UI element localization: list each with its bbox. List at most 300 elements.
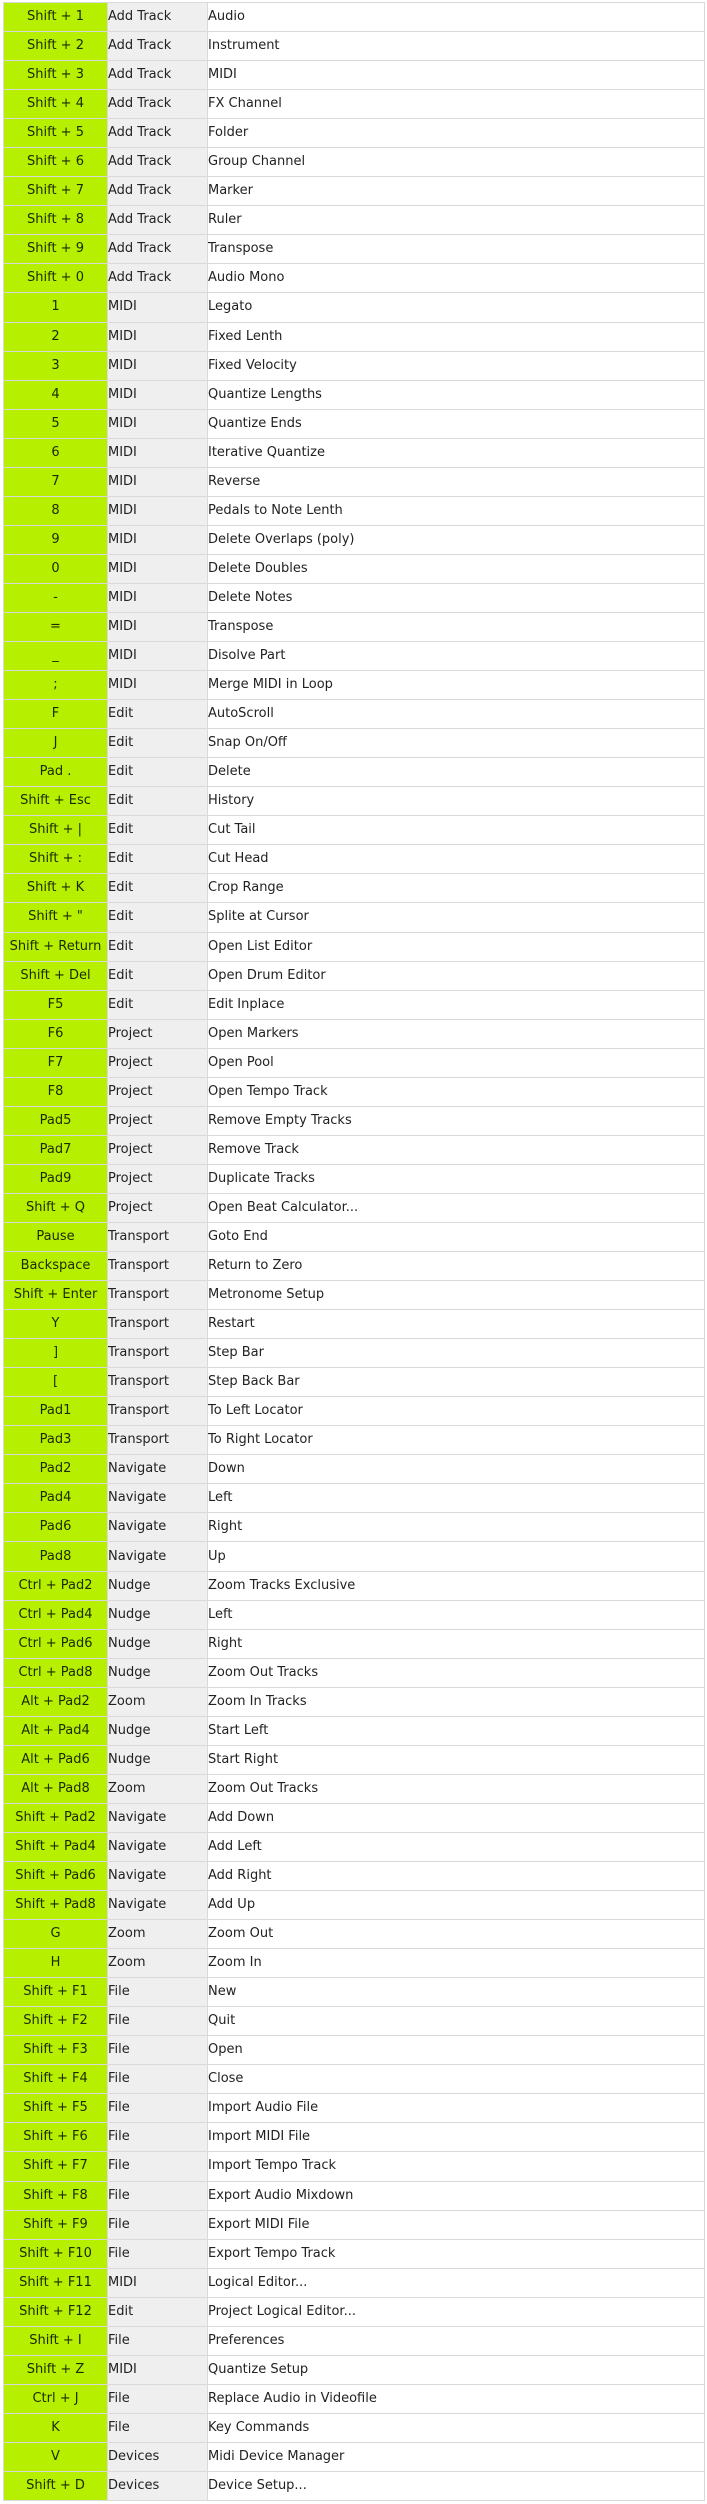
category-cell: File <box>108 2007 208 2036</box>
command-cell: Replace Audio in Videofile <box>208 2384 705 2413</box>
shortcut-key-cell: Shift + 2 <box>4 32 108 61</box>
table-row <box>4 1339 705 1368</box>
shortcut-key-cell: Ctrl + Pad8 <box>4 1658 108 1687</box>
command-cell: Quantize Ends <box>208 409 705 438</box>
shortcut-key-cell: Shift + 1 <box>4 3 108 32</box>
command-cell: Import Audio File <box>208 2094 705 2123</box>
shortcut-key-cell: V <box>4 2442 108 2471</box>
shortcut-key-cell: Shift + F9 <box>4 2210 108 2239</box>
table-row <box>4 1368 705 1397</box>
shortcut-key-cell: Shift + Q <box>4 1193 108 1222</box>
command-cell: Open Pool <box>208 1048 705 1077</box>
category-cell: MIDI <box>108 351 208 380</box>
table-row <box>4 322 705 351</box>
command-cell: Up <box>208 1542 705 1571</box>
table-row <box>4 496 705 525</box>
shortcut-key-cell: Shift + D <box>4 2471 108 2500</box>
category-cell: Edit <box>108 845 208 874</box>
shortcut-key-cell: F7 <box>4 1048 108 1077</box>
command-cell: Transpose <box>208 612 705 641</box>
category-cell: File <box>108 2123 208 2152</box>
shortcut-key-cell: Pad3 <box>4 1426 108 1455</box>
command-cell: Merge MIDI in Loop <box>208 671 705 700</box>
category-cell: File <box>108 2384 208 2413</box>
command-cell: Open List Editor <box>208 932 705 961</box>
shortcut-key-cell: F6 <box>4 1019 108 1048</box>
command-cell: Left <box>208 1484 705 1513</box>
category-cell: Transport <box>108 1310 208 1339</box>
table-row <box>4 2413 705 2442</box>
shortcut-key-cell: 3 <box>4 351 108 380</box>
table-row <box>4 148 705 177</box>
category-cell: MIDI <box>108 583 208 612</box>
shortcut-key-cell: Shift + 0 <box>4 264 108 293</box>
table-row <box>4 2442 705 2471</box>
category-cell: Project <box>108 1077 208 1106</box>
shortcut-key-cell: Shift + Pad8 <box>4 1891 108 1920</box>
table-row <box>4 1193 705 1222</box>
category-cell: File <box>108 2210 208 2239</box>
shortcut-key-cell: K <box>4 2413 108 2442</box>
category-cell: Edit <box>108 787 208 816</box>
command-cell: Key Commands <box>208 2413 705 2442</box>
table-row <box>4 1774 705 1803</box>
category-cell: Nudge <box>108 1600 208 1629</box>
table-row <box>4 1978 705 2007</box>
shortcut-key-cell: Ctrl + Pad4 <box>4 1600 108 1629</box>
command-cell: Delete Overlaps (poly) <box>208 525 705 554</box>
command-cell: Iterative Quantize <box>208 438 705 467</box>
table-row <box>4 1426 705 1455</box>
category-cell: Nudge <box>108 1745 208 1774</box>
command-cell: Snap On/Off <box>208 729 705 758</box>
table-row <box>4 2326 705 2355</box>
table-row <box>4 1310 705 1339</box>
category-cell: Nudge <box>108 1658 208 1687</box>
category-cell: MIDI <box>108 409 208 438</box>
category-cell: MIDI <box>108 380 208 409</box>
shortcut-key-cell: Alt + Pad8 <box>4 1774 108 1803</box>
table-row <box>4 2471 705 2500</box>
category-cell: Navigate <box>108 1862 208 1891</box>
category-cell: Navigate <box>108 1803 208 1832</box>
shortcut-key-cell: Shift + 4 <box>4 90 108 119</box>
table-row <box>4 1862 705 1891</box>
table-row <box>4 2239 705 2268</box>
table-row <box>4 1048 705 1077</box>
category-cell: Edit <box>108 700 208 729</box>
command-cell: Add Left <box>208 1832 705 1861</box>
shortcut-key-cell: 5 <box>4 409 108 438</box>
shortcut-key-cell: Pause <box>4 1222 108 1251</box>
command-cell: Project Logical Editor... <box>208 2297 705 2326</box>
table-row <box>4 351 705 380</box>
command-cell: Step Back Bar <box>208 1368 705 1397</box>
shortcut-key-cell: Shift + F7 <box>4 2152 108 2181</box>
category-cell: File <box>108 2413 208 2442</box>
category-cell: Nudge <box>108 1629 208 1658</box>
shortcut-key-cell: Shift + I <box>4 2326 108 2355</box>
table-row <box>4 1542 705 1571</box>
command-cell: Edit Inplace <box>208 990 705 1019</box>
command-cell: Right <box>208 1629 705 1658</box>
shortcut-key-cell: F5 <box>4 990 108 1019</box>
category-cell: Add Track <box>108 177 208 206</box>
category-cell: Zoom <box>108 1774 208 1803</box>
shortcut-key-cell: _ <box>4 642 108 671</box>
shortcut-key-cell: Ctrl + Pad6 <box>4 1629 108 1658</box>
table-row <box>4 1281 705 1310</box>
command-cell: Remove Empty Tracks <box>208 1106 705 1135</box>
command-cell: Audio Mono <box>208 264 705 293</box>
shortcut-key-cell: 9 <box>4 525 108 554</box>
shortcut-key-cell: Shift + 5 <box>4 119 108 148</box>
shortcut-key-cell: Y <box>4 1310 108 1339</box>
shortcut-key-cell: Shift + " <box>4 903 108 932</box>
command-cell: Device Setup... <box>208 2471 705 2500</box>
shortcut-key-cell: F <box>4 700 108 729</box>
table-row <box>4 1716 705 1745</box>
category-cell: Navigate <box>108 1891 208 1920</box>
key-commands-body <box>4 3 705 2501</box>
table-row <box>4 1687 705 1716</box>
shortcut-key-cell: Shift + K <box>4 874 108 903</box>
category-cell: Navigate <box>108 1484 208 1513</box>
table-row <box>4 1455 705 1484</box>
category-cell: Project <box>108 1019 208 1048</box>
shortcut-key-cell: Shift + F5 <box>4 2094 108 2123</box>
shortcut-key-cell: Shift + Esc <box>4 787 108 816</box>
command-cell: Cut Head <box>208 845 705 874</box>
command-cell: Marker <box>208 177 705 206</box>
category-cell: Navigate <box>108 1513 208 1542</box>
table-row <box>4 2384 705 2413</box>
table-row <box>4 642 705 671</box>
table-row <box>4 32 705 61</box>
table-row <box>4 1252 705 1281</box>
shortcut-key-cell: [ <box>4 1368 108 1397</box>
category-cell: MIDI <box>108 2268 208 2297</box>
shortcut-key-cell: G <box>4 1920 108 1949</box>
table-row <box>4 1891 705 1920</box>
command-cell: Open Tempo Track <box>208 1077 705 1106</box>
command-cell: Folder <box>208 119 705 148</box>
category-cell: Add Track <box>108 90 208 119</box>
command-cell: Open <box>208 2036 705 2065</box>
command-cell: Zoom Out <box>208 1920 705 1949</box>
table-row <box>4 467 705 496</box>
shortcut-key-cell: Shift + Del <box>4 961 108 990</box>
command-cell: Cut Tail <box>208 816 705 845</box>
shortcut-key-cell: Shift + 7 <box>4 177 108 206</box>
shortcut-key-cell: F8 <box>4 1077 108 1106</box>
table-row <box>4 1745 705 1774</box>
command-cell: Duplicate Tracks <box>208 1164 705 1193</box>
table-row <box>4 409 705 438</box>
category-cell: Transport <box>108 1368 208 1397</box>
category-cell: Transport <box>108 1397 208 1426</box>
category-cell: Edit <box>108 990 208 1019</box>
category-cell: Edit <box>108 816 208 845</box>
table-row <box>4 874 705 903</box>
category-cell: Devices <box>108 2471 208 2500</box>
table-row <box>4 525 705 554</box>
command-cell: Open Beat Calculator... <box>208 1193 705 1222</box>
command-cell: Fixed Lenth <box>208 322 705 351</box>
table-row <box>4 1949 705 1978</box>
command-cell: History <box>208 787 705 816</box>
category-cell: Project <box>108 1135 208 1164</box>
command-cell: Fixed Velocity <box>208 351 705 380</box>
shortcut-key-cell: Shift + 8 <box>4 206 108 235</box>
command-cell: New <box>208 1978 705 2007</box>
table-row <box>4 2297 705 2326</box>
table-row <box>4 700 705 729</box>
category-cell: File <box>108 2036 208 2065</box>
table-row <box>4 1571 705 1600</box>
category-cell: Transport <box>108 1339 208 1368</box>
category-cell: Add Track <box>108 32 208 61</box>
shortcut-key-cell: 0 <box>4 554 108 583</box>
category-cell: MIDI <box>108 293 208 322</box>
shortcut-key-cell: Pad7 <box>4 1135 108 1164</box>
table-row <box>4 2123 705 2152</box>
category-cell: MIDI <box>108 554 208 583</box>
table-row <box>4 119 705 148</box>
table-row <box>4 1600 705 1629</box>
category-cell: Add Track <box>108 119 208 148</box>
command-cell: Return to Zero <box>208 1252 705 1281</box>
shortcut-key-cell: Pad4 <box>4 1484 108 1513</box>
table-row <box>4 787 705 816</box>
table-row <box>4 1484 705 1513</box>
command-cell: Goto End <box>208 1222 705 1251</box>
key-commands-table <box>3 2 705 2501</box>
category-cell: Transport <box>108 1281 208 1310</box>
shortcut-key-cell: Pad5 <box>4 1106 108 1135</box>
command-cell: Close <box>208 2065 705 2094</box>
shortcut-key-cell: Shift + F11 <box>4 2268 108 2297</box>
shortcut-key-cell: Shift + | <box>4 816 108 845</box>
shortcut-key-cell: Shift + 3 <box>4 61 108 90</box>
shortcut-key-cell: Pad1 <box>4 1397 108 1426</box>
shortcut-key-cell: Shift + F4 <box>4 2065 108 2094</box>
command-cell: Start Left <box>208 1716 705 1745</box>
category-cell: File <box>108 2065 208 2094</box>
command-cell: Right <box>208 1513 705 1542</box>
table-row <box>4 2210 705 2239</box>
table-row <box>4 264 705 293</box>
command-cell: Open Drum Editor <box>208 961 705 990</box>
command-cell: Group Channel <box>208 148 705 177</box>
category-cell: Project <box>108 1193 208 1222</box>
table-row <box>4 961 705 990</box>
table-row <box>4 90 705 119</box>
command-cell: Audio <box>208 3 705 32</box>
command-cell: Import MIDI File <box>208 2123 705 2152</box>
command-cell: Left <box>208 1600 705 1629</box>
command-cell: Delete Doubles <box>208 554 705 583</box>
category-cell: Edit <box>108 961 208 990</box>
table-row <box>4 438 705 467</box>
command-cell: Instrument <box>208 32 705 61</box>
category-cell: MIDI <box>108 2355 208 2384</box>
command-cell: Add Right <box>208 1862 705 1891</box>
command-cell: Step Bar <box>208 1339 705 1368</box>
shortcut-key-cell: 8 <box>4 496 108 525</box>
shortcut-key-cell: Alt + Pad6 <box>4 1745 108 1774</box>
shortcut-key-cell: Shift + F8 <box>4 2181 108 2210</box>
shortcut-key-cell: 6 <box>4 438 108 467</box>
table-row <box>4 554 705 583</box>
category-cell: Transport <box>108 1426 208 1455</box>
table-row <box>4 671 705 700</box>
shortcut-key-cell: Shift + Enter <box>4 1281 108 1310</box>
shortcut-key-cell: Shift + F12 <box>4 2297 108 2326</box>
category-cell: File <box>108 1978 208 2007</box>
category-cell: MIDI <box>108 525 208 554</box>
shortcut-key-cell: = <box>4 612 108 641</box>
command-cell: Zoom Out Tracks <box>208 1658 705 1687</box>
command-cell: To Right Locator <box>208 1426 705 1455</box>
key-commands-table-wrapper <box>3 2 704 2501</box>
category-cell: File <box>108 2152 208 2181</box>
category-cell: Add Track <box>108 264 208 293</box>
category-cell: Nudge <box>108 1716 208 1745</box>
shortcut-key-cell: Shift + 9 <box>4 235 108 264</box>
table-row <box>4 990 705 1019</box>
command-cell: Metronome Setup <box>208 1281 705 1310</box>
shortcut-key-cell: Shift + Return <box>4 932 108 961</box>
shortcut-key-cell: Shift + F2 <box>4 2007 108 2036</box>
command-cell: Restart <box>208 1310 705 1339</box>
category-cell: File <box>108 2094 208 2123</box>
shortcut-key-cell: 1 <box>4 293 108 322</box>
category-cell: MIDI <box>108 467 208 496</box>
shortcut-key-cell: Shift + Pad2 <box>4 1803 108 1832</box>
command-cell: Midi Device Manager <box>208 2442 705 2471</box>
table-row <box>4 816 705 845</box>
table-row <box>4 1832 705 1861</box>
shortcut-key-cell: Shift + F10 <box>4 2239 108 2268</box>
command-cell: Delete Notes <box>208 583 705 612</box>
table-row <box>4 2355 705 2384</box>
table-row <box>4 1397 705 1426</box>
table-row <box>4 2094 705 2123</box>
command-cell: Transpose <box>208 235 705 264</box>
category-cell: Zoom <box>108 1687 208 1716</box>
command-cell: Logical Editor... <box>208 2268 705 2297</box>
category-cell: Project <box>108 1164 208 1193</box>
category-cell: Add Track <box>108 235 208 264</box>
category-cell: Devices <box>108 2442 208 2471</box>
command-cell: Zoom In <box>208 1949 705 1978</box>
category-cell: Edit <box>108 758 208 787</box>
table-row <box>4 2036 705 2065</box>
table-row <box>4 1920 705 1949</box>
table-row <box>4 1077 705 1106</box>
category-cell: Add Track <box>108 61 208 90</box>
command-cell: Disolve Part <box>208 642 705 671</box>
shortcut-key-cell: ; <box>4 671 108 700</box>
category-cell: Nudge <box>108 1571 208 1600</box>
category-cell: File <box>108 2326 208 2355</box>
shortcut-key-cell: Shift + F3 <box>4 2036 108 2065</box>
table-row <box>4 2007 705 2036</box>
shortcut-key-cell: Ctrl + J <box>4 2384 108 2413</box>
shortcut-key-cell: ] <box>4 1339 108 1368</box>
shortcut-key-cell: J <box>4 729 108 758</box>
command-cell: Preferences <box>208 2326 705 2355</box>
command-cell: Pedals to Note Lenth <box>208 496 705 525</box>
command-cell: Add Down <box>208 1803 705 1832</box>
category-cell: MIDI <box>108 671 208 700</box>
shortcut-key-cell: Pad6 <box>4 1513 108 1542</box>
command-cell: Zoom Out Tracks <box>208 1774 705 1803</box>
shortcut-key-cell: Shift + F6 <box>4 2123 108 2152</box>
shortcut-key-cell: 7 <box>4 467 108 496</box>
shortcut-key-cell: Shift + Pad4 <box>4 1832 108 1861</box>
command-cell: AutoScroll <box>208 700 705 729</box>
command-cell: To Left Locator <box>208 1397 705 1426</box>
category-cell: Transport <box>108 1252 208 1281</box>
command-cell: Import Tempo Track <box>208 2152 705 2181</box>
command-cell: Add Up <box>208 1891 705 1920</box>
table-row <box>4 729 705 758</box>
table-row <box>4 61 705 90</box>
table-row <box>4 845 705 874</box>
shortcut-key-cell: H <box>4 1949 108 1978</box>
category-cell: Edit <box>108 874 208 903</box>
category-cell: MIDI <box>108 438 208 467</box>
table-row <box>4 1019 705 1048</box>
command-cell: Down <box>208 1455 705 1484</box>
command-cell: Splite at Cursor <box>208 903 705 932</box>
category-cell: Navigate <box>108 1832 208 1861</box>
shortcut-key-cell: - <box>4 583 108 612</box>
shortcut-key-cell: Shift + : <box>4 845 108 874</box>
shortcut-key-cell: Ctrl + Pad2 <box>4 1571 108 1600</box>
table-row <box>4 235 705 264</box>
command-cell: Zoom In Tracks <box>208 1687 705 1716</box>
category-cell: Transport <box>108 1222 208 1251</box>
table-row <box>4 903 705 932</box>
category-cell: Navigate <box>108 1542 208 1571</box>
category-cell: MIDI <box>108 496 208 525</box>
category-cell: Add Track <box>108 148 208 177</box>
table-row <box>4 2152 705 2181</box>
command-cell: Ruler <box>208 206 705 235</box>
category-cell: File <box>108 2181 208 2210</box>
category-cell: MIDI <box>108 612 208 641</box>
table-row <box>4 1513 705 1542</box>
command-cell: Delete <box>208 758 705 787</box>
category-cell: Navigate <box>108 1455 208 1484</box>
category-cell: Edit <box>108 903 208 932</box>
table-row <box>4 293 705 322</box>
category-cell: File <box>108 2239 208 2268</box>
command-cell: Quit <box>208 2007 705 2036</box>
shortcut-key-cell: Pad2 <box>4 1455 108 1484</box>
category-cell: Zoom <box>108 1920 208 1949</box>
command-cell: Remove Track <box>208 1135 705 1164</box>
table-row <box>4 380 705 409</box>
command-cell: Zoom Tracks Exclusive <box>208 1571 705 1600</box>
shortcut-key-cell: Backspace <box>4 1252 108 1281</box>
table-row <box>4 1803 705 1832</box>
shortcut-key-cell: Pad9 <box>4 1164 108 1193</box>
category-cell: Edit <box>108 2297 208 2326</box>
